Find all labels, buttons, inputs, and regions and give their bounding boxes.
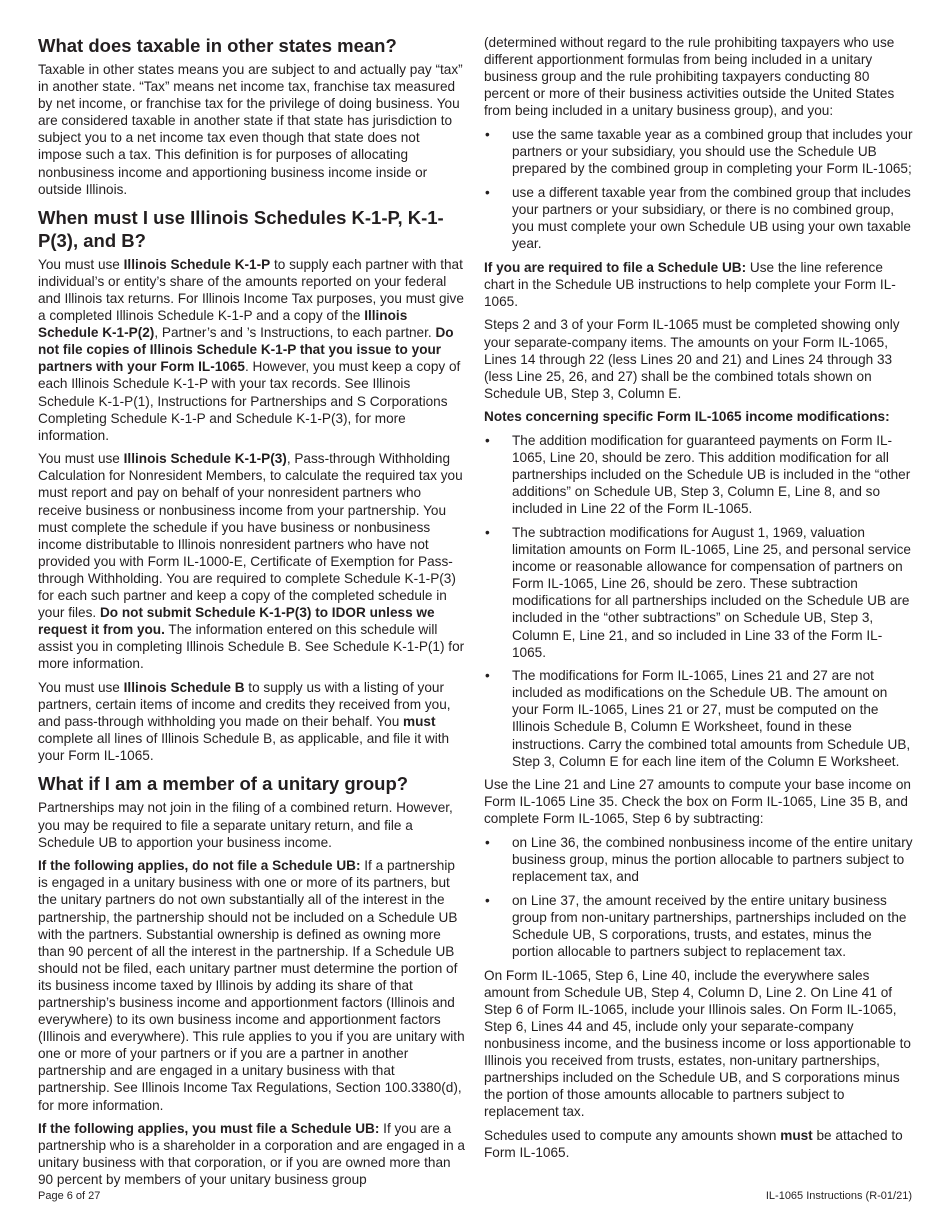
heading-schedules-k1p: When must I use Illinois Schedules K-1-P, K-1-P(3), and B? <box>38 206 444 251</box>
form-identifier: IL-1065 Instructions (R-01/21) <box>765 1190 912 1202</box>
paragraph-unitary-intro: Partnerships may not join in the filing of a combined return. However, you may be required to file a separate unitary return, and file a Schedule UB to apportion your business income. <box>38 800 453 850</box>
heading-taxable-other-states: What does taxable in other states mean? <box>38 35 397 56</box>
paragraph-schedule-b: You must use Illinois Schedule B to supply us with a listing of your partners, certain items of income and credits they received from you, and pass-through withholding you made on their behalf. You must complete all lines of Illinois Schedule B, as applicable, and file it with your Form IL-1065. <box>38 680 451 764</box>
list-item: • use a different taxable year from the combined group that includes your partners or your subsidiary, or there is no combined group, you must complete your own Schedule UB using your own taxable year. <box>484 184 914 252</box>
page-number: Page 6 of 27 <box>38 1190 101 1202</box>
list-item: • The addition modification for guaranteed payments on Form IL-1065, Line 20, should be zero. This addition modification for all partnerships included on the Schedule UB is included in the “other additions” on Schedule UB, Step 3, Column E, Line 8, and so included in Line 22 of the Form IL-1065. <box>484 432 914 517</box>
paragraph-step-6-sales: On Form IL-1065, Step 6, Line 40, include the everywhere sales amount from Schedule UB, Step 4, Column D, Line 2. On Line 41 of Step 6 of Form IL-1065, include your Illinois sales. On Form IL-1065, Step 6, Lines 44 and 45, include only your separate-company nonbusiness income, and the business income or loss apportionable to Illinois you received from trusts, estates, non-unitary partnerships, partnerships included on the Schedule UB, and S corporations minus the portion of those amounts allocable to partners subject to replacement tax. <box>484 967 911 1120</box>
paragraph-schedule-k1p: You must use Illinois Schedule K-1-P to supply each partner with that individual’s or entity’s share of the amounts reported on your federal and Illinois tax returns. For Illinois Income Tax purposes, you must give a completed Illinois Schedule K-1-P and a copy of the Illinois Schedule K-1-P(2), Partner’s and ’s Instructions, to each partner. Do not file copies of Illinois Schedule K-1-P that you issue to your partners with your Form IL-1065. However, you must keep a copy of each Illinois Schedule K-1-P with your tax records. See Illinois Schedule K-1-P(1), Instructions for Partnerships and S Corporations Completing Schedule K-1-P and Schedule K-1-P(3), for more information. <box>38 256 464 443</box>
paragraph-taxable-definition: Taxable in other states means you are subject to and actually pay “tax” in another state. “Tax” means net income tax, franchise tax measured by net income, or franchise tax for the privilege of doing business. You are considered taxable in another state if that state has jurisdiction to subject you to a net income tax even though that state does not impose such a tax. This definition is for purposes of allocating nonbusiness income and apportioning business income inside or outside Illinois. <box>38 62 463 197</box>
paragraph-must-file-ub: If the following applies, you must file a Schedule UB: If you are a partnership who is a shareholder in a corporation and are engaged in a unitary business with that corporation, or if you are owned more than 90 percent by members of your unitary business group <box>38 1121 465 1188</box>
right-column <box>484 34 914 1168</box>
paragraph-schedules-attached: Schedules used to compute any amounts shown must be attached to Form IL-1065. <box>484 1128 903 1161</box>
list-item: • on Line 37, the amount received by the entire unitary business group from non-unitary partnerships, partnerships included on the Schedule UB, S corporations, trusts, and estates, minus the portion allocable to partners subject to replacement tax. <box>484 892 914 960</box>
list-item: • use the same taxable year as a combined group that includes your partners or your subsidiary, you should use the Schedule UB prepared by the combined group in completing your Form IL-1065; <box>484 126 914 177</box>
paragraph-notes-heading: Notes concerning specific Form IL-1065 income modifications: <box>484 409 890 425</box>
list-item: • The subtraction modifications for August 1, 1969, valuation limitation amounts on Form IL-1065, Line 25, and personal service income or reasonable allowance for compensation of partners on Form IL-1065, Line 26, should be zero. These subtraction modifications for all partnerships included on the Schedule UB are included in the “other subtractions” on Schedule UB, Step 3, Column E, Line 21, and so included in Line 33 of the Form IL-1065. <box>484 524 914 661</box>
heading-unitary-group: What if I am a member of a unitary group? <box>38 773 409 795</box>
paragraph-schedule-k1p3: You must use Illinois Schedule K-1-P(3), Pass-through Withholding Calculation for Nonresident Members, to calculate the required tax you must report and pay on behalf of your nonresident partners who receive business or nonbusiness income from your partnership. You must complete the schedule if you have business or nonbusiness income distributable to Illinois nonresident partners who have not provided you with Form IL-1000-E, Certificate of Exemption for Pass-through Withholding. You are required to complete Schedule K-1-P(3) for each such partner and keep a copy of the completed schedule in your files. Do not submit Schedule K-1-P(3) to IDOR unless we request it from you. The information entered on this schedule will assist you in completing Illinois Schedule B. See Schedule K-1-P(1) for more information. <box>38 451 465 672</box>
paragraph-line-21-27: Use the Line 21 and Line 27 amounts to compute your base income on Form IL-1065 Line 35. Check the box on Form IL-1065, Line 35 B, and complete Form IL-1065, Step 6 by subtracting: <box>484 777 911 827</box>
list-income-modifications <box>484 432 914 770</box>
list-item: • The modifications for Form IL-1065, Lines 21 and 27 are not included as modifications on the Schedule UB. The amount on your Form IL-1065, Lines 21 or 27, must be computed on the Illinois Schedule B, Column E Worksheet, found in these instructions. Carry the combined total amounts from Schedule UB, Step 3, Column E for each line item of the Column E Worksheet. <box>484 667 914 770</box>
paragraph-do-not-file-ub: If the following applies, do not file a Schedule UB: If a partnership is engaged in a unitary business with one or more of its partners, but the unitary partners do not own substantially all of the interest in the partnership, the partnership should not be included on a Schedule UB with the partners. Substantial ownership is defined as owning more than 90 percent of all the interest in the partnership. If a Schedule UB should not be filed, each unitary partner must determine the portion of its business income taxed by Illinois by adding its share of that partnership’s business income and apportionment factors (Illinois and everywhere) to its own business income and apportionment factors (Illinois and everywhere). This rule applies to you if you are unitary with one or more of your partners or if you are a partner in another partnership and are engaged in a unitary business with that partnership. See Illinois Income Tax Regulations, Section 100.3380(d), for more information. <box>38 858 465 1113</box>
paragraph-steps-2-3: Steps 2 and 3 of your Form IL-1065 must be completed showing only your separate-company items. The amounts on your Form IL-1065, Lines 14 through 22 (less Lines 20 and 21) and Lines 24 through 33 (less Line 25, 26, and 27) shall be the combined totals shown on Schedule UB, Step 3, Column E. <box>484 317 900 401</box>
list-step-6-subtractions <box>484 834 914 960</box>
list-item: • on Line 36, the combined nonbusiness income of the entire unitary business group, minus the portion allocable to partners subject to replacement tax, and <box>484 834 914 885</box>
paragraph-unitary-continued: (determined without regard to the rule prohibiting taxpayers who use different apportionment formulas from being included in a unitary business group and the rule prohibiting taxpayers conducting 80 percent or more of their business activities outside the United States from being included in a unitary business group), and you: <box>484 35 895 119</box>
left-column <box>38 34 466 1195</box>
paragraph-required-ub: If you are required to file a Schedule UB: Use the line reference chart in the Schedule UB instructions to help complete your Form IL-1065. <box>484 259 896 309</box>
list-taxable-year <box>484 126 914 252</box>
